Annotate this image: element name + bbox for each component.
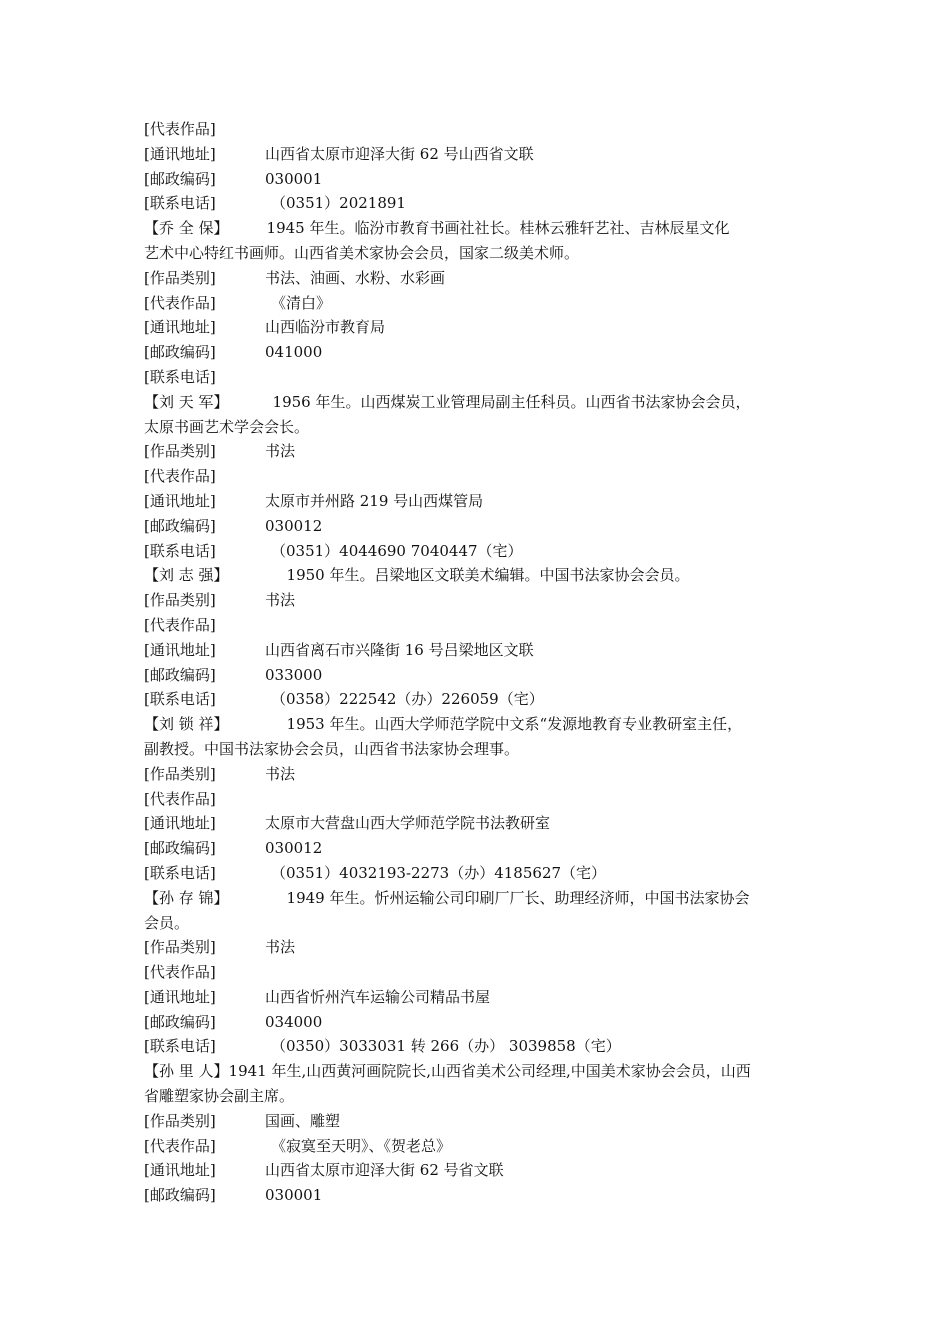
field-value: （0358）222542（办）226059（宅） — [271, 690, 544, 709]
field-row — [144, 588, 814, 613]
field-label: [联系电话] — [144, 194, 216, 213]
field-row — [144, 191, 814, 216]
artist-bio-continued: 艺术中心特红书画师。山西省美术家协会会员，国家二级美术师。 — [144, 243, 580, 262]
artist-bio-line — [144, 216, 814, 241]
field-value: 《寂寞至天明》、《贺老总》 — [271, 1136, 452, 1155]
field-row — [144, 985, 814, 1010]
artist-name: 【刘 锁 祥】 — [144, 715, 229, 734]
field-row — [144, 1183, 814, 1208]
field-row — [144, 514, 814, 539]
field-label: [邮政编码] — [144, 169, 216, 188]
field-row — [144, 340, 814, 365]
field-label: [作品类别] — [144, 268, 216, 287]
field-value: 030001 — [265, 169, 323, 188]
artist-bio-continued: 会员。 — [144, 913, 190, 932]
field-label: [代表作品] — [144, 1136, 216, 1155]
field-label: [代表作品] — [144, 615, 216, 634]
field-row — [144, 687, 814, 712]
field-label: [邮政编码] — [144, 343, 216, 362]
artist-name: 【乔 全 保】 — [144, 219, 229, 238]
field-value: 书法 — [265, 442, 296, 461]
field-row — [144, 663, 814, 688]
field-row — [144, 1158, 814, 1183]
artist-bio-line — [144, 911, 814, 936]
field-value: （0351）2021891 — [271, 194, 406, 213]
field-value: 033000 — [265, 665, 323, 684]
field-row — [144, 638, 814, 663]
field-value: 书法 — [265, 938, 296, 957]
field-value: 山西省忻州汽车运输公司精品书屋 — [265, 987, 491, 1006]
field-label: [代表作品] — [144, 293, 216, 312]
artist-bio: 1945 年生。临汾市教育书画社社长。桂林云雅轩艺社、吉林辰星文化 — [266, 219, 730, 238]
artist-entry — [144, 563, 814, 712]
artist-bio-line — [144, 1059, 814, 1084]
field-value: （0351）4032193-2273（办）4185627（宅） — [271, 863, 607, 882]
field-row — [144, 861, 814, 886]
artist-bio: 1949 年生。忻州运输公司印刷厂厂长、助理经济师，中国书法家协会 — [286, 888, 750, 907]
artist-name: 【刘 志 强】 — [144, 566, 229, 585]
artist-bio-line — [144, 712, 814, 737]
field-value: 041000 — [265, 343, 323, 362]
field-value: 国画、雕塑 — [265, 1111, 341, 1130]
field-row — [144, 315, 814, 340]
artist-bio-line — [144, 886, 814, 911]
document-page — [144, 117, 814, 1208]
field-label: [代表作品] — [144, 789, 216, 808]
field-row — [144, 365, 814, 390]
field-row — [144, 167, 814, 192]
field-label: [通讯地址] — [144, 318, 216, 337]
artist-bio-line — [144, 737, 814, 762]
field-row — [144, 1034, 814, 1059]
field-label: [通讯地址] — [144, 1161, 216, 1180]
field-value: （0351）4044690 7040447（宅） — [271, 541, 523, 560]
field-label: [通讯地址] — [144, 144, 216, 163]
field-row — [144, 787, 814, 812]
field-row — [144, 960, 814, 985]
field-label: [通讯地址] — [144, 640, 216, 659]
field-label: [代表作品] — [144, 963, 216, 982]
field-label: [代表作品] — [144, 467, 216, 486]
artist-bio: 1956 年生。山西煤炭工业管理局副主任科员。山西省书法家协会会员， — [272, 392, 751, 411]
field-value: 山西省太原市迎泽大街 62 号省文联 — [265, 1161, 504, 1180]
field-value: 030012 — [265, 839, 323, 858]
field-value: 太原市并州路 219 号山西煤管局 — [265, 491, 484, 510]
field-label: [作品类别] — [144, 591, 216, 610]
field-label: [联系电话] — [144, 863, 216, 882]
artist-bio-continued: 副教授。中国书法家协会会员，山西省书法家协会理事。 — [144, 739, 520, 758]
field-value: 山西省太原市迎泽大街 62 号山西省文联 — [265, 144, 534, 163]
field-label: [邮政编码] — [144, 1186, 216, 1205]
field-label: [代表作品] — [144, 120, 216, 138]
field-row — [144, 1010, 814, 1035]
field-row — [144, 762, 814, 787]
artist-bio-continued: 省雕塑家协会副主席。 — [144, 1087, 295, 1106]
field-label: [作品类别] — [144, 1111, 216, 1130]
field-label: [作品类别] — [144, 938, 216, 957]
artist-bio: 1941 年生,山西黄河画院院长,山西省美术公司经理,中国美术家协会会员，山西 — [228, 1062, 751, 1081]
field-value: 034000 — [265, 1012, 323, 1031]
entry-continuation — [144, 117, 814, 216]
field-value: 书法 — [265, 591, 296, 610]
field-row — [144, 613, 814, 638]
artist-entry — [144, 216, 814, 390]
field-label: [作品类别] — [144, 764, 216, 783]
field-label: [联系电话] — [144, 1037, 216, 1056]
field-label: [联系电话] — [144, 690, 216, 709]
field-row — [144, 464, 814, 489]
field-row — [144, 539, 814, 564]
artist-bio-line — [144, 390, 814, 415]
artist-bio: 1953 年生。山西大学师范学院中文系“发源地教育专业教研室主任， — [286, 715, 743, 734]
artist-entry — [144, 1059, 814, 1208]
artist-entry — [144, 712, 814, 886]
field-row — [144, 836, 814, 861]
artist-bio-line — [144, 563, 814, 588]
field-label: [邮政编码] — [144, 1012, 216, 1031]
field-row — [144, 489, 814, 514]
field-value: 太原市大营盘山西大学师范学院书法教研室 — [265, 814, 551, 833]
field-row — [144, 266, 814, 291]
field-value: 山西临汾市教育局 — [265, 318, 386, 337]
field-label: [邮政编码] — [144, 665, 216, 684]
field-value: 030012 — [265, 516, 323, 535]
field-label: [联系电话] — [144, 541, 216, 560]
field-row — [144, 935, 814, 960]
artist-bio-line — [144, 415, 814, 440]
field-row — [144, 142, 814, 167]
artist-bio-continued: 太原书画艺术学会会长。 — [144, 417, 310, 436]
field-label: [通讯地址] — [144, 814, 216, 833]
field-label: [作品类别] — [144, 442, 216, 461]
field-row — [144, 117, 814, 142]
field-row — [144, 1134, 814, 1159]
field-row — [144, 811, 814, 836]
field-label: [邮政编码] — [144, 516, 216, 535]
field-value: （0350）3033031 转 266（办） 3039858（宅） — [271, 1037, 621, 1056]
artist-name: 【孙 里 人】 — [144, 1062, 229, 1081]
field-label: [联系电话] — [144, 367, 216, 386]
field-value: 030001 — [265, 1186, 323, 1205]
artist-entry — [144, 886, 814, 1060]
field-label: [邮政编码] — [144, 839, 216, 858]
artist-bio: 1950 年生。吕梁地区文联美术编辑。中国书法家协会会员。 — [286, 566, 690, 585]
artist-bio-line — [144, 241, 814, 266]
field-value: 山西省离石市兴隆街 16 号吕梁地区文联 — [265, 640, 534, 659]
artist-name: 【刘 天 军】 — [144, 392, 229, 411]
field-row — [144, 291, 814, 316]
field-row — [144, 439, 814, 464]
field-value: 书法、油画、水粉、水彩画 — [265, 268, 446, 287]
field-value: 书法 — [265, 764, 296, 783]
field-label: [通讯地址] — [144, 491, 216, 510]
artist-entry — [144, 390, 814, 564]
artist-name: 【孙 存 锦】 — [144, 888, 229, 907]
field-row — [144, 1109, 814, 1134]
field-value: 《清白》 — [271, 293, 332, 312]
artist-bio-line — [144, 1084, 814, 1109]
field-label: [通讯地址] — [144, 987, 216, 1006]
